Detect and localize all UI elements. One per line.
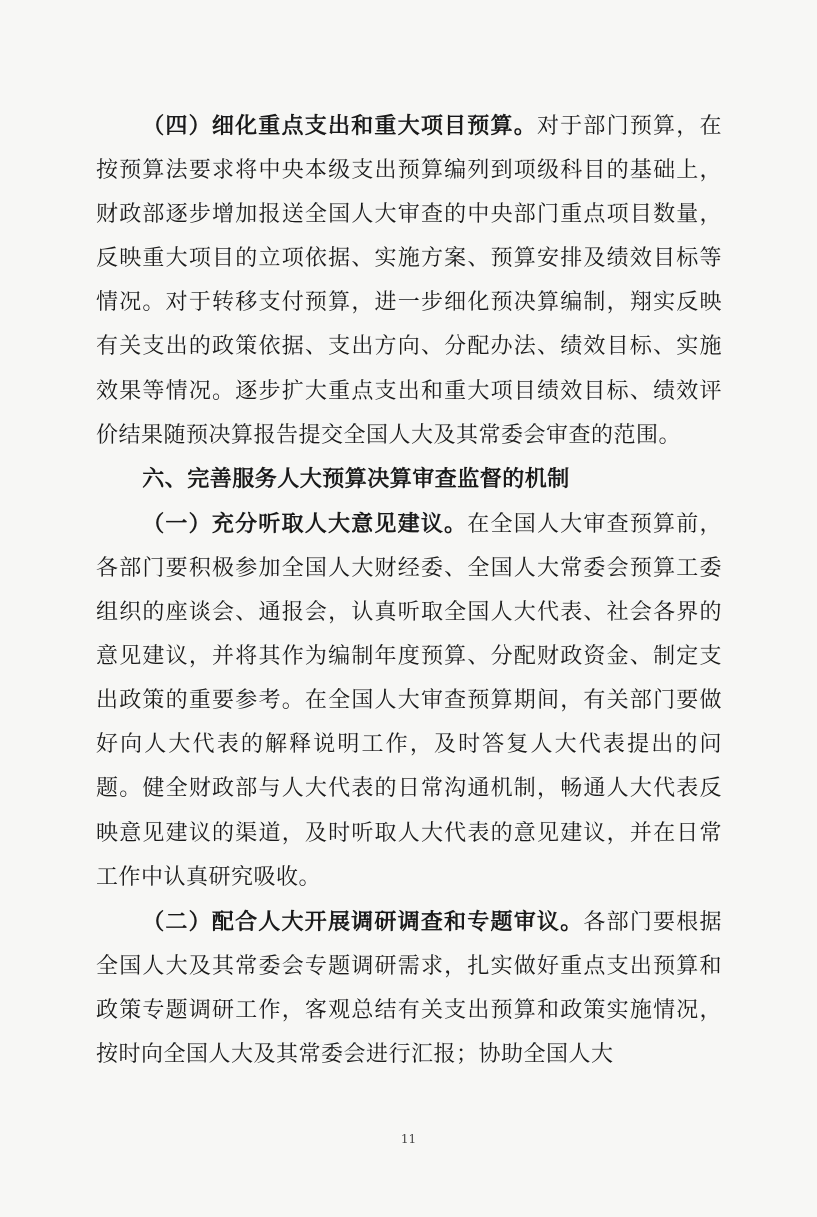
subsection-1-lead: （一）充分听取人大意见建议。 bbox=[142, 510, 468, 537]
subsection-2-body: 各部门要根据全国人大及其常委会专题调研需求，扎实做好重点支出预算和政策专题调研工作，客观总结有关支出预算和政策实施情况，按时向全国人大及其常委会进行汇报；协助全国人大 bbox=[96, 909, 722, 1067]
subsection-2-lead: （二）配合人大开展调研调查和专题审议。 bbox=[142, 908, 584, 935]
chapter-6-heading: 六、完善服务人大预算决算审查监督的机制 bbox=[142, 466, 570, 492]
section-4-lead: （四）细化重点支出和重大项目预算。 bbox=[142, 113, 537, 139]
paragraph-section-4 bbox=[96, 104, 722, 458]
page-number: 11 bbox=[400, 1132, 417, 1146]
document-body bbox=[96, 104, 722, 1077]
paragraph-subsection-1 bbox=[96, 502, 722, 900]
subsection-1-body: 在全国人大审查预算前，各部门要积极参加全国人大财经委、全国人大常委会预算工委组织的座谈会、通报会，认真听取全国人大代表、社会各界的意见建议，并将其作为编制年度预算、分配财政资金、制定支出政策的重要参考。在全国人大审查预算期间，有关部门要做好向人大代表的解释说明工作，及时答复人大代表提出的问题。健全财政部与人大代表的日常沟通机制，畅通人大代表反映意见建议的渠道，及时听取人大代表的意见建议，并在日常工作中认真研究吸收。 bbox=[96, 511, 722, 890]
section-4-body: 对于部门预算，在按预算法要求将中央本级支出预算编列到项级科目的基础上，财政部逐步增加报送全国人大审查的中央部门重点项目数量，反映重大项目的立项依据、实施方案、预算安排及绩效目标等情况。对于转移支付预算，进一步细化预决算编制，翔实反映有关支出的政策依据、支出方向、分配办法、绩效目标、实施效果等情况。逐步扩大重点支出和重大项目绩效目标、绩效评价结果随预决算报告提交全国人大及其常委会审查的范围。 bbox=[96, 114, 722, 448]
paragraph-subsection-2 bbox=[96, 900, 722, 1077]
